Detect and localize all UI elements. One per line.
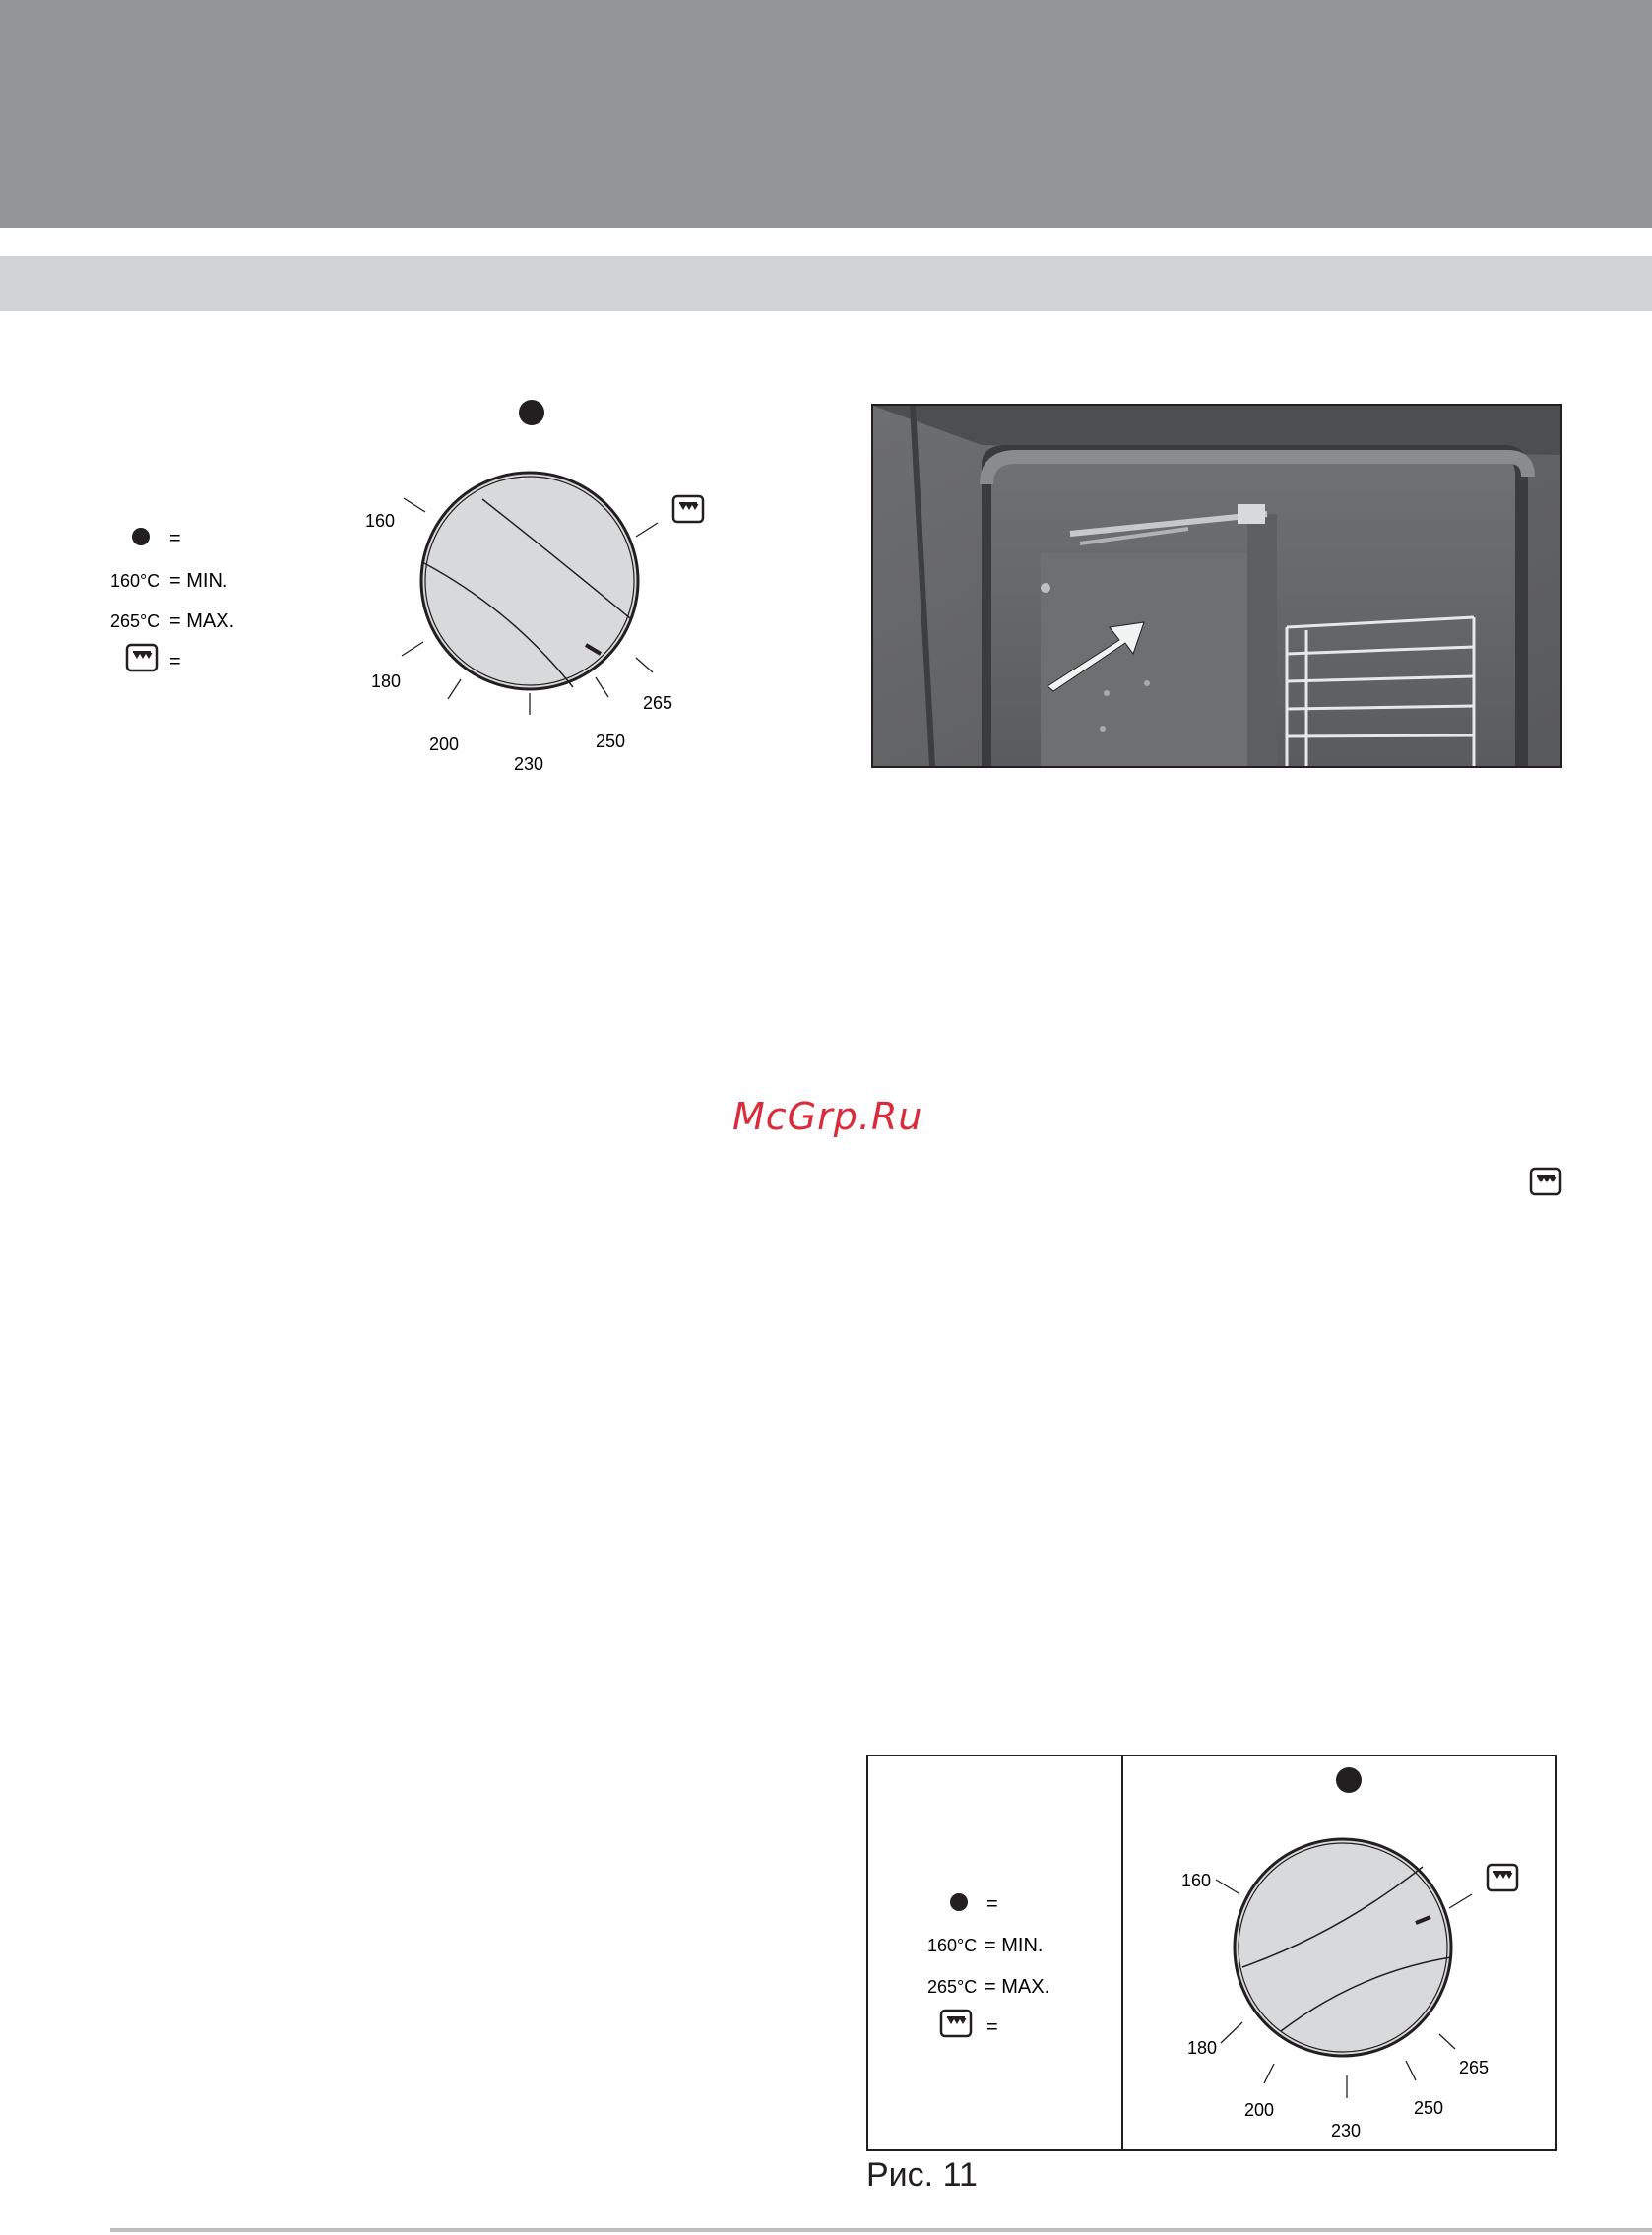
grill-symbol-icon [941, 2011, 971, 2036]
oven-interior-photo [871, 404, 1562, 768]
legend-max-temp: 265°C [110, 611, 160, 631]
legend-min-text: = MIN. [169, 570, 228, 592]
legend-max-temp: 265°C [927, 1977, 978, 1997]
dial-tick-label: 180 [371, 671, 402, 691]
legend-top [98, 512, 276, 679]
legend-min-temp: 160°C [927, 1936, 978, 1955]
dial-tick-label: 200 [1244, 2100, 1275, 2120]
grill-symbol-icon [1488, 1865, 1517, 1890]
oven-off-dot-icon [519, 400, 544, 425]
oven-off-dot-icon [950, 1893, 968, 1911]
figure-11-divider [1121, 1755, 1123, 2151]
legend-min-temp: 160°C [110, 571, 160, 591]
dial-tick-label: 230 [1331, 2121, 1362, 2140]
dial-tick-label: 250 [596, 732, 626, 751]
dial-tick-label: 265 [643, 693, 673, 713]
temperature-dial-top [345, 394, 738, 788]
dial-tick-label: 265 [1459, 2058, 1490, 2077]
legend-figure-11 [906, 1871, 1103, 2038]
legend-min-text: = MIN. [985, 1935, 1044, 1956]
figure-caption: Рис. 11 [866, 2156, 978, 2194]
header-band [0, 0, 1652, 228]
dial-tick-label: 160 [365, 511, 396, 531]
dial-tick-label: 180 [1187, 2038, 1218, 2058]
legend-grill-eq: = [169, 651, 181, 672]
grill-symbol-icon [673, 496, 703, 522]
legend-max-text: = MAX. [169, 610, 235, 632]
legend-off-eq: = [169, 528, 181, 549]
dial-tick-label: 250 [1414, 2098, 1444, 2118]
oven-off-dot-icon [132, 528, 150, 545]
dial-tick-label: 200 [429, 734, 460, 754]
temperature-dial-figure-11 [1162, 1760, 1556, 2149]
legend-off-eq: = [986, 1893, 998, 1915]
legend-grill-eq: = [986, 2016, 998, 2038]
grill-symbol-icon [127, 645, 157, 670]
dial-tick-label: 230 [514, 754, 544, 774]
dial-tick-label: 160 [1181, 1871, 1212, 1890]
grill-symbol-icon [1528, 1166, 1563, 1199]
footer-rule [110, 2228, 1652, 2232]
watermark-text: McGrp.Ru [732, 1095, 923, 1138]
oven-off-dot-icon [1336, 1767, 1362, 1793]
section-band [0, 256, 1652, 311]
legend-max-text: = MAX. [985, 1976, 1050, 1998]
dial-knob [1235, 1839, 1451, 2056]
